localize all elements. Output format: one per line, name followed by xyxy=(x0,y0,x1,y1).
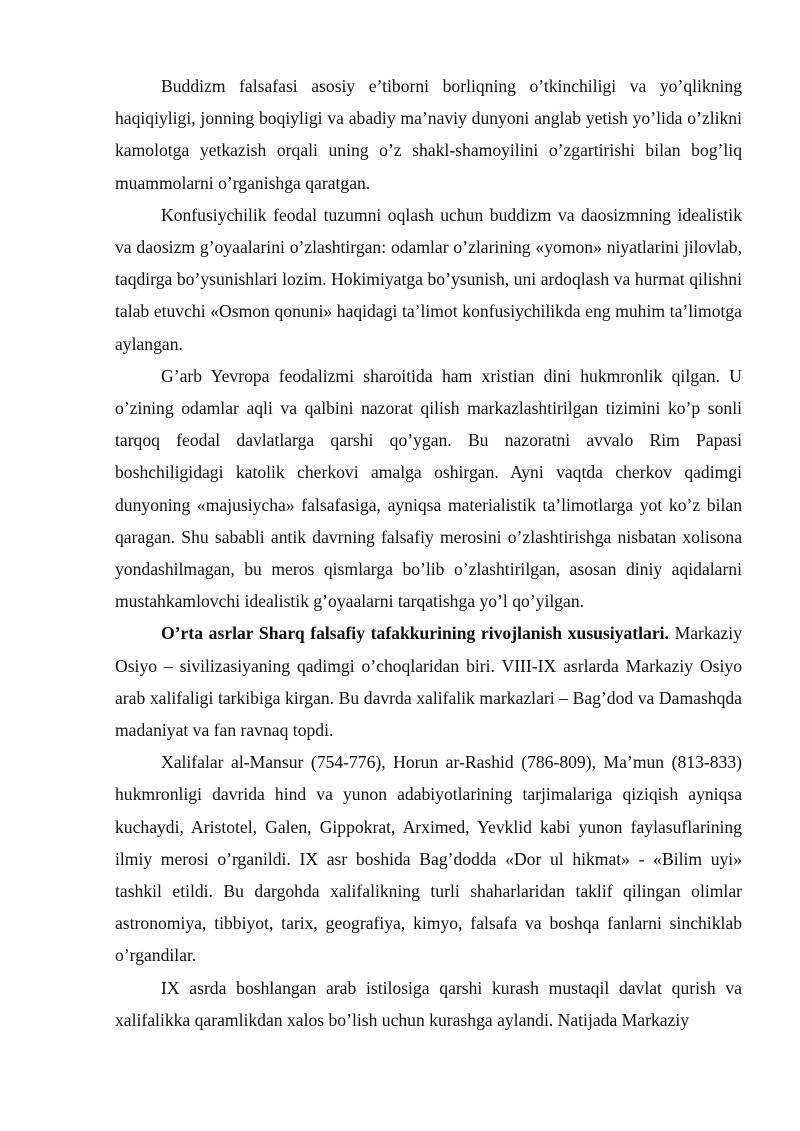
paragraph-text: Konfusiychilik feodal tuzumni oqlash uchun buddizm va daosizmning idealistik va daosizm g’oyaalarini o’zlashtirgan: odamlar o’zlarining «yomon» niyatlarini jilovlab, taqdirga bo’ysunishlari lozim. Hokimiyatga bo’ysunish, uni ardoqlash va hurmat qilishni talab etuvchi «Osmon qonuni» haqidagi ta’limot konfusiychilikda eng muhim ta’limotga aylangan. xyxy=(115,204,742,354)
paragraph-caliphs xyxy=(115,746,742,971)
section-heading: O’rta asrlar Sharq falsafiy tafakkurining rivojlanish xususiyatlari. xyxy=(161,623,669,644)
paragraph-ix-century xyxy=(115,972,742,1036)
paragraph-western-europe xyxy=(115,360,742,618)
paragraph-text: G’arb Yevropa feodalizmi sharoitida ham xristian dini hukmronlik qilgan. U o’zining odamlar aqli va qalbini nazorat qilish markazlashtirilgan tizimini ko’p sonli tarqoq feodal davlatlarga qarshi qo’ygan. Bu nazoratni avvalo Rim Papasi boshchiligidagi katolik cherkovi amalga oshirgan. Ayni vaqtda cherkov qadimgi dunyoning «majusiycha» falsafasiga, ayniqsa materialistik ta’limotlarga yot ko’z bilan qaragan. Shu sababli antik davrning falsafiy merosini o’zlashtirishga nisbatan xolisona yondashilmagan, bu meros qismlarga bo’lib o’zlashtirilgan, asosan diniy aqidalarni mustahkamlovchi idealistik g’oyaalarni tarqatishga yo’l qo’yilgan. xyxy=(115,365,742,612)
paragraph-confucianism xyxy=(115,199,742,360)
paragraph-eastern-philosophy xyxy=(115,617,742,746)
paragraph-text: IX asrda boshlangan arab istilosiga qarshi kurash mustaqil davlat qurish va xalifalikka qaramlikdan xalos bo’lish uchun kurashga aylandi. Natijada Markaziy xyxy=(115,977,742,1030)
document-page xyxy=(115,70,742,1036)
paragraph-text: Xalifalar al-Mansur (754-776), Horun ar-Rashid (786-809), Ma’mun (813-833) hukmronligi davrida hind va yunon adabiyotlarining tarjimalariga qiziqish ayniqsa kuchaydi, Aristotel, Galen, Gippokrat, Arximed, Yevklid kabi yunon faylasuflarining ilmiy merosi o’rganildi. IX asr boshida Bag’dodda «Dor ul hikmat» - «Bilim uyi» tashkil etildi. Bu dargohda xalifalikning turli shaharlaridan taklif qilingan olimlar astronomiya, tibbiyot, tarix, geografiya, kimyo, falsafa va boshqa fanlarni sinchiklab o’rgandilar. xyxy=(115,752,742,966)
paragraph-text: Buddizm falsafasi asosiy e’tiborni borliqning o’tkinchiligi va yo’qlikning haqiqiyligi, jonning boqiyligi va abadiy ma’naviy dunyoni anglab yetish yo’lida o’zlikni kamolotga yetkazish orqali uning o’z shakl-shamoyilini o’zgartirishi bilan bog’liq muammolarni o’rganishga qaratgan. xyxy=(115,76,742,193)
paragraph-text: Markaziy Osiyo – sivilizasiyaning qadimgi o’choqlaridan biri. VIII-IX asrlarda Markaziy Osiyo arab xalifaligi tarkibiga kirgan. Bu davrda xalifalik markazlari – Bag’dod va Damashqda madaniyat va fan ravnaq topdi. xyxy=(115,623,742,741)
paragraph-buddhism xyxy=(115,70,742,199)
